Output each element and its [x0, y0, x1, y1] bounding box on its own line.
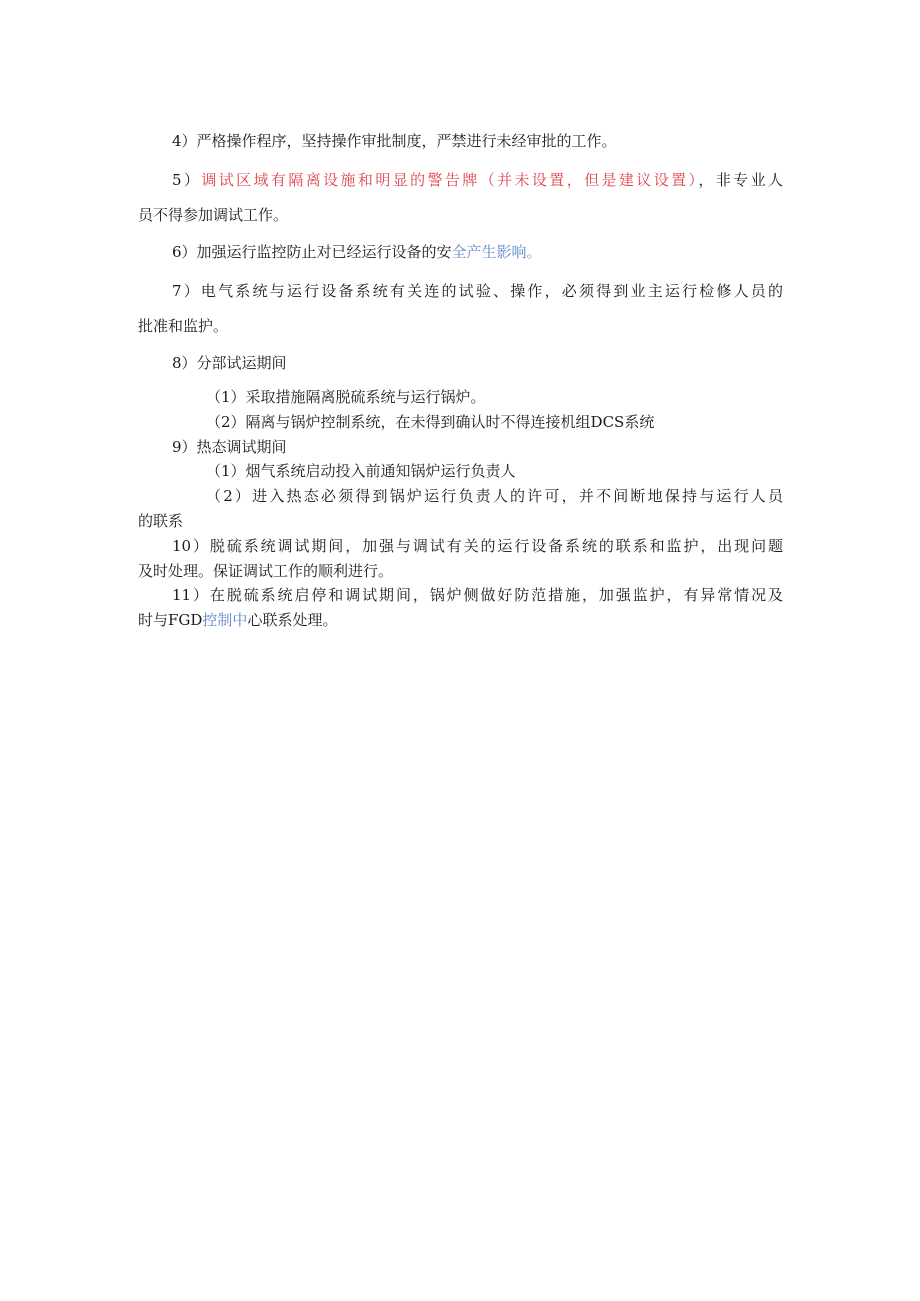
item-7-line-1: 7）电气系统与运行设备系统有关连的试验、操作，必须得到业主运行检修人员的 [172, 282, 783, 300]
item-7-line-2: 批准和监护。 [138, 317, 229, 335]
item-8-title: 8）分部试运期间 [172, 354, 287, 372]
item-11-line-1: 11）在脱硫系统启停和调试期间，锅炉侧做好防范措施，加强监护，有异常情况及 [172, 586, 783, 604]
item-5-suffix: ，非专业人 [698, 171, 783, 189]
item-6-text: 6）加强运行监控防止对已经运行设备的安 [172, 243, 452, 261]
item-11-line-2 [138, 610, 783, 630]
item-9-sub-2-line-2: 的联系 [138, 512, 184, 530]
item-5-line-2: 员不得参加调试工作。 [138, 206, 289, 224]
item-8-sub-1: （1）采取措施隔离脱硫系统与运行锅炉。 [206, 388, 486, 406]
item-6 [138, 242, 783, 262]
item-4: 4）严格操作程序，坚持操作审批制度，严禁进行未经审批的工作。 [172, 132, 617, 150]
item-10-line-1: 10）脱硫系统调试期间，加强与调试有关的运行设备系统的联系和监护，出现问题 [172, 537, 783, 555]
item-9-sub-2-line-1: （2）进入热态必须得到锅炉运行负责人的许可，并不间断地保持与运行人员 [206, 487, 783, 505]
item-11-line-2-highlight: 控制中 [202, 611, 248, 629]
item-8-sub-2: （2）隔离与锅炉控制系统，在未得到确认时不得连接机组DCS系统 [206, 413, 655, 431]
item-9-title: 9）热态调试期间 [172, 438, 287, 456]
item-6-highlight: 全产生影响。 [451, 243, 542, 261]
item-10-line-2: 及时处理。保证调试工作的顺利进行。 [138, 562, 394, 580]
item-5-highlight: 调试区域有隔离设施和明显的警告牌（并未设置，但是建议设置） [201, 171, 699, 189]
item-5-prefix: 5） [172, 171, 202, 189]
item-5-line-1 [138, 170, 783, 190]
item-11-line-2-suffix: 心联系处理。 [247, 611, 338, 629]
item-9-sub-1: （1）烟气系统启动投入前通知锅炉运行负责人 [206, 462, 516, 480]
item-11-line-2-prefix: 时与FGD [138, 611, 203, 629]
